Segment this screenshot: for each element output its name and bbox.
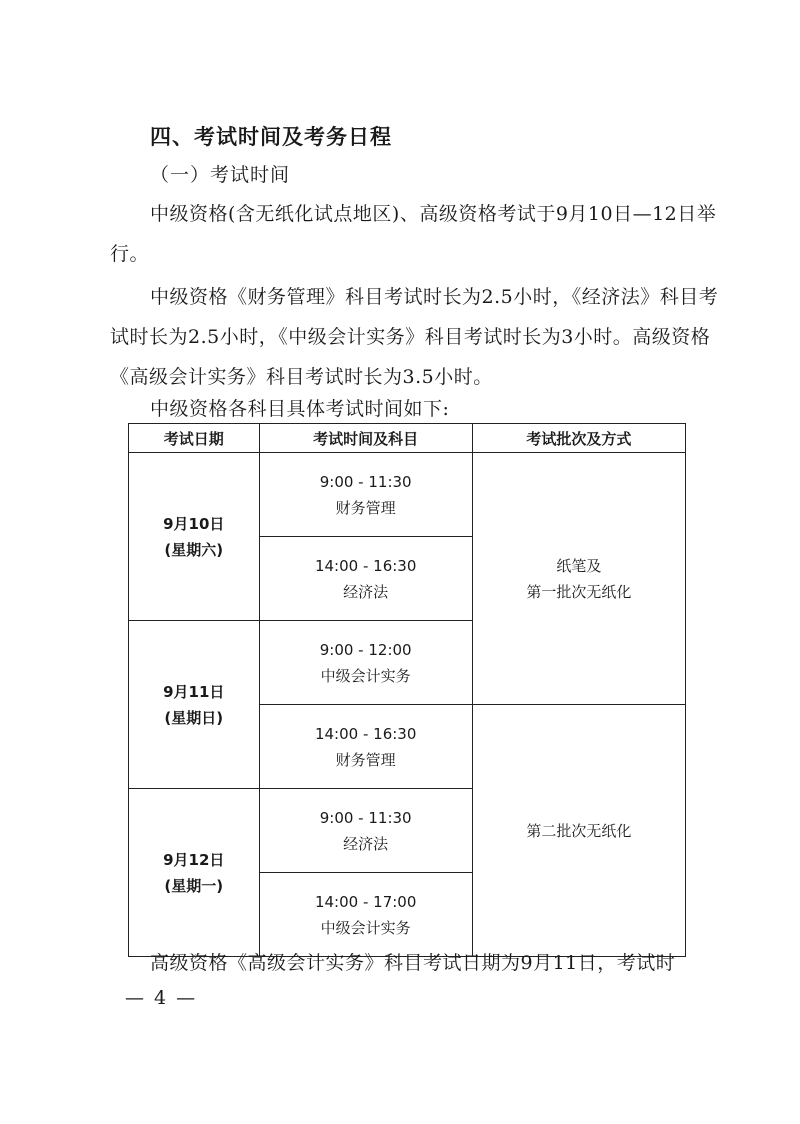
session-cell [259,705,472,789]
paragraph-table-intro: 中级资格各科目具体考试时间如下: [150,398,450,420]
page-number: — 4 — [125,987,198,1009]
session-cell [259,789,472,873]
weekday-text: (星期六) [164,540,224,559]
date-text: 9月11日 [163,682,225,701]
table-row [129,453,686,537]
batch-text: 纸笔及 [556,556,602,575]
session-time: 14:00 - 16:30 [314,724,417,743]
session-time: 14:00 - 16:30 [314,556,417,575]
batch-text: 第一批次无纸化 [526,582,632,601]
session-cell [259,621,472,705]
batch-text: 第二批次无纸化 [526,821,632,840]
paragraph-senior-exam: 高级资格《高级会计实务》科目考试日期为9月11日，考试时 [150,952,676,974]
paragraph-exam-durations: 中级资格《财务管理》科目考试时长为2.5小时，《经济法》科目考试时长为2.5小时，《中级会计实务》科目考试时长为3小时。高级资格《高级会计实务》科目考试时长为3.5小时。 [110,286,719,388]
weekday-text: (星期一) [164,876,224,895]
session-subject: 中级会计实务 [320,666,411,685]
session-cell [259,537,472,621]
session-time: 14:00 - 17:00 [314,892,417,911]
session-time: 9:00 - 12:00 [319,640,412,659]
subsection-heading: （一）考试时间 [150,164,291,186]
session-subject: 经济法 [343,582,389,601]
exam-schedule-table [128,423,686,957]
session-time: 9:00 - 11:30 [319,808,412,827]
session-time: 9:00 - 11:30 [319,472,412,491]
weekday-text: (星期日) [164,708,224,727]
date-cell [129,789,260,957]
date-cell [129,453,260,621]
table-header-row [129,424,686,453]
date-text: 9月12日 [163,850,225,869]
session-subject: 财务管理 [335,498,396,517]
header-batch-method: 考试批次及方式 [472,424,685,453]
session-subject: 中级会计实务 [320,918,411,937]
session-subject: 经济法 [343,834,389,853]
batch-cell [472,705,685,957]
date-text: 9月10日 [163,514,225,533]
section-heading: 四、考试时间及考务日程 [150,125,392,149]
session-subject: 财务管理 [335,750,396,769]
date-cell [129,621,260,789]
header-exam-date: 考试日期 [129,424,260,453]
session-cell [259,873,472,957]
session-cell [259,453,472,537]
batch-cell [472,453,685,705]
header-time-subject: 考试时间及科目 [259,424,472,453]
paragraph-exam-dates: 中级资格(含无纸化试点地区)、高级资格考试于9月10日—12日举行。 [110,203,717,265]
